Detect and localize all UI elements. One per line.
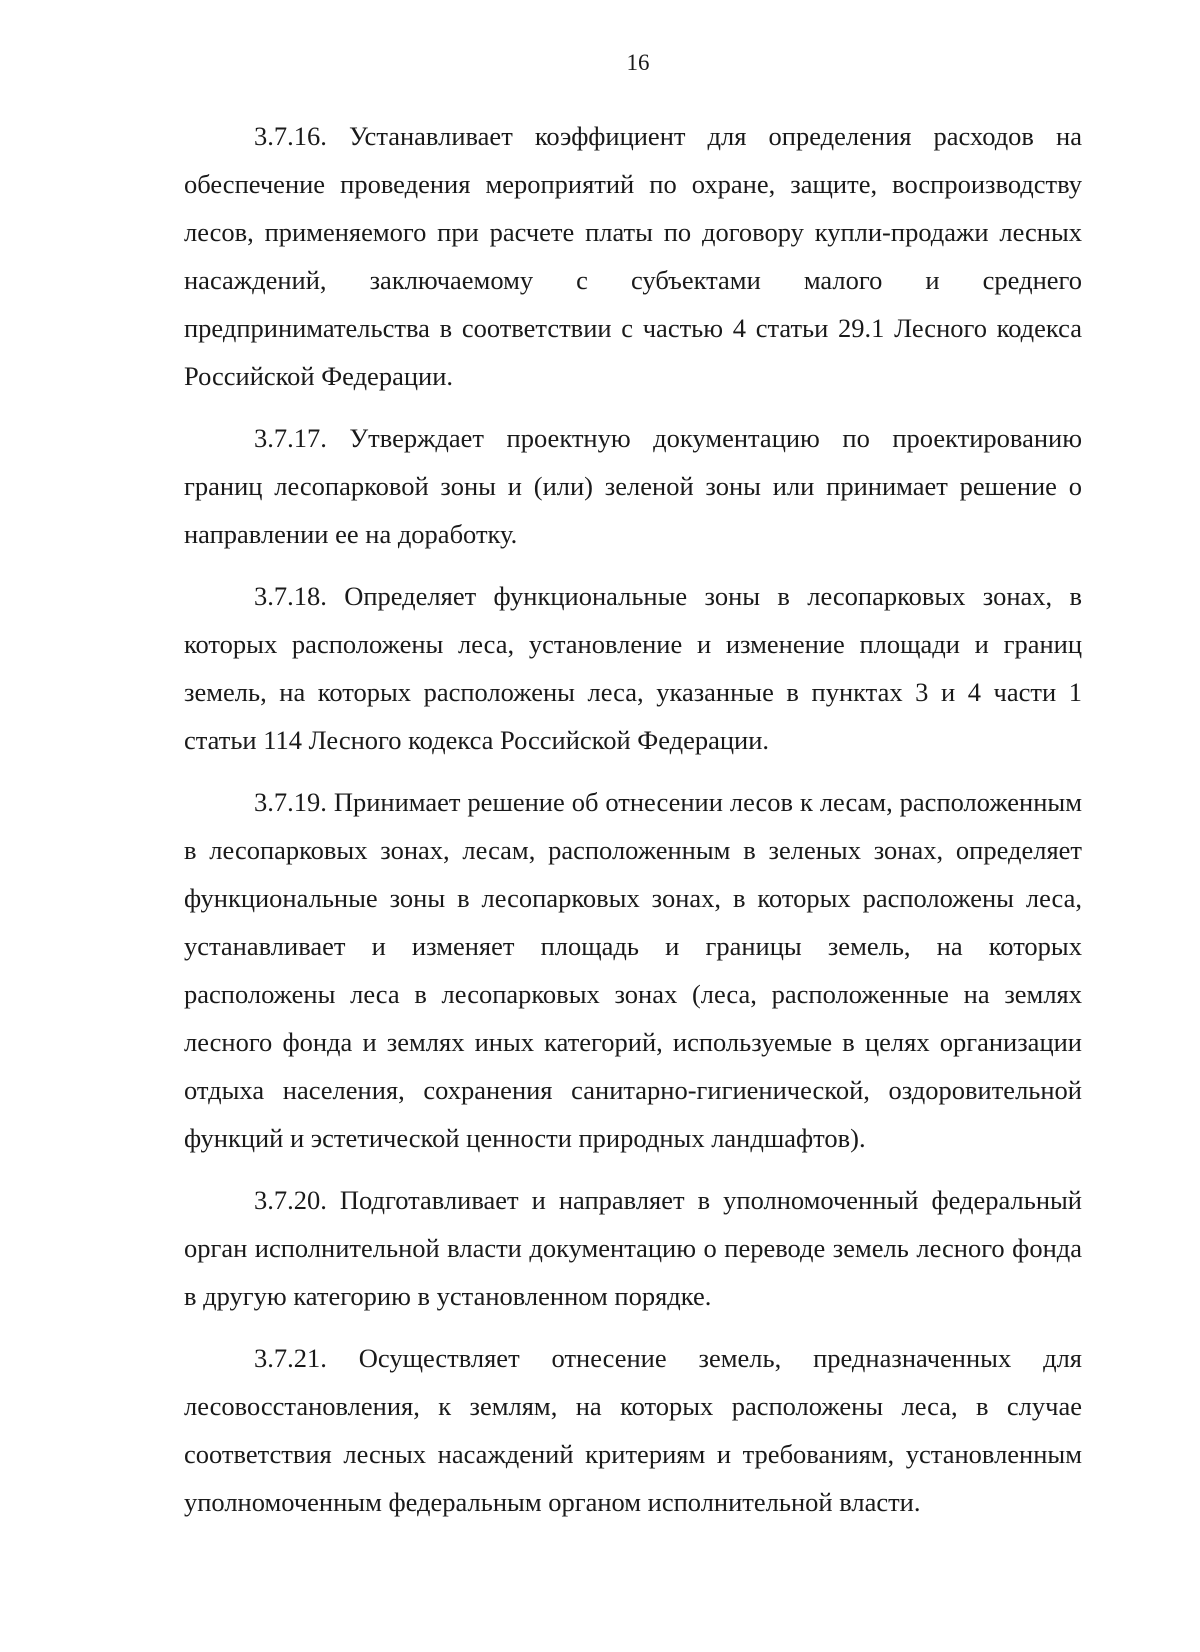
paragraph-3-7-16: 3.7.16. Устанавливает коэффициент для определения расходов на обеспечение проведения мероприятий по охране, защите, воспроизводству лесов, применяемого при расчете платы по договору купли-продажи лесных насаждений, заключаемому с субъектами малого и среднего предпринимательства в соответствии с частью 4 статьи 29.1 Лесного кодекса Российской Федерации. — [184, 121, 1082, 391]
paragraph-3-7-18: 3.7.18. Определяет функциональные зоны в лесопарковых зонах, в которых расположены леса, установление и изменение площади и границ земель, на которых расположены леса, указанные в пунктах 3 и 4 части 1 статьи 114 Лесного кодекса Российской Федерации. — [184, 581, 1082, 755]
paragraph-3-7-19: 3.7.19. Принимает решение об отнесении лесов к лесам, расположенным в лесопарковых зонах, лесам, расположенным в зеленых зонах, определяет функциональные зоны в лесопарковых зонах, в которых расположены леса, устанавливает и изменяет площадь и границы земель, на которых расположены леса в лесопарковых зонах (леса, расположенные на землях лесного фонда и землях иных категорий, используемые в целях организации отдыха населения, сохранения санитарно-гигиенической, оздоровительной функций и эстетической ценности природных ландшафтов). — [184, 787, 1082, 1153]
paragraph-3-7-17: 3.7.17. Утверждает проектную документацию по проектированию границ лесопарковой зоны и (или) зеленой зоны или принимает решение о направлении ее на доработку. — [184, 423, 1082, 549]
page-number: 16 — [626, 50, 650, 75]
paragraph-3-7-21: 3.7.21. Осуществляет отнесение земель, предназначенных для лесовосстановления, к землям, на которых расположены леса, в случае соответствия лесных насаждений критериям и требованиям, установленным уполномоченным федеральным органом исполнительной власти. — [184, 1343, 1082, 1517]
paragraph-3-7-20: 3.7.20. Подготавливает и направляет в уполномоченный федеральный орган исполнительной власти документацию о переводе земель лесного фонда в другую категорию в установленном порядке. — [184, 1185, 1082, 1311]
document-body — [184, 112, 1082, 1540]
